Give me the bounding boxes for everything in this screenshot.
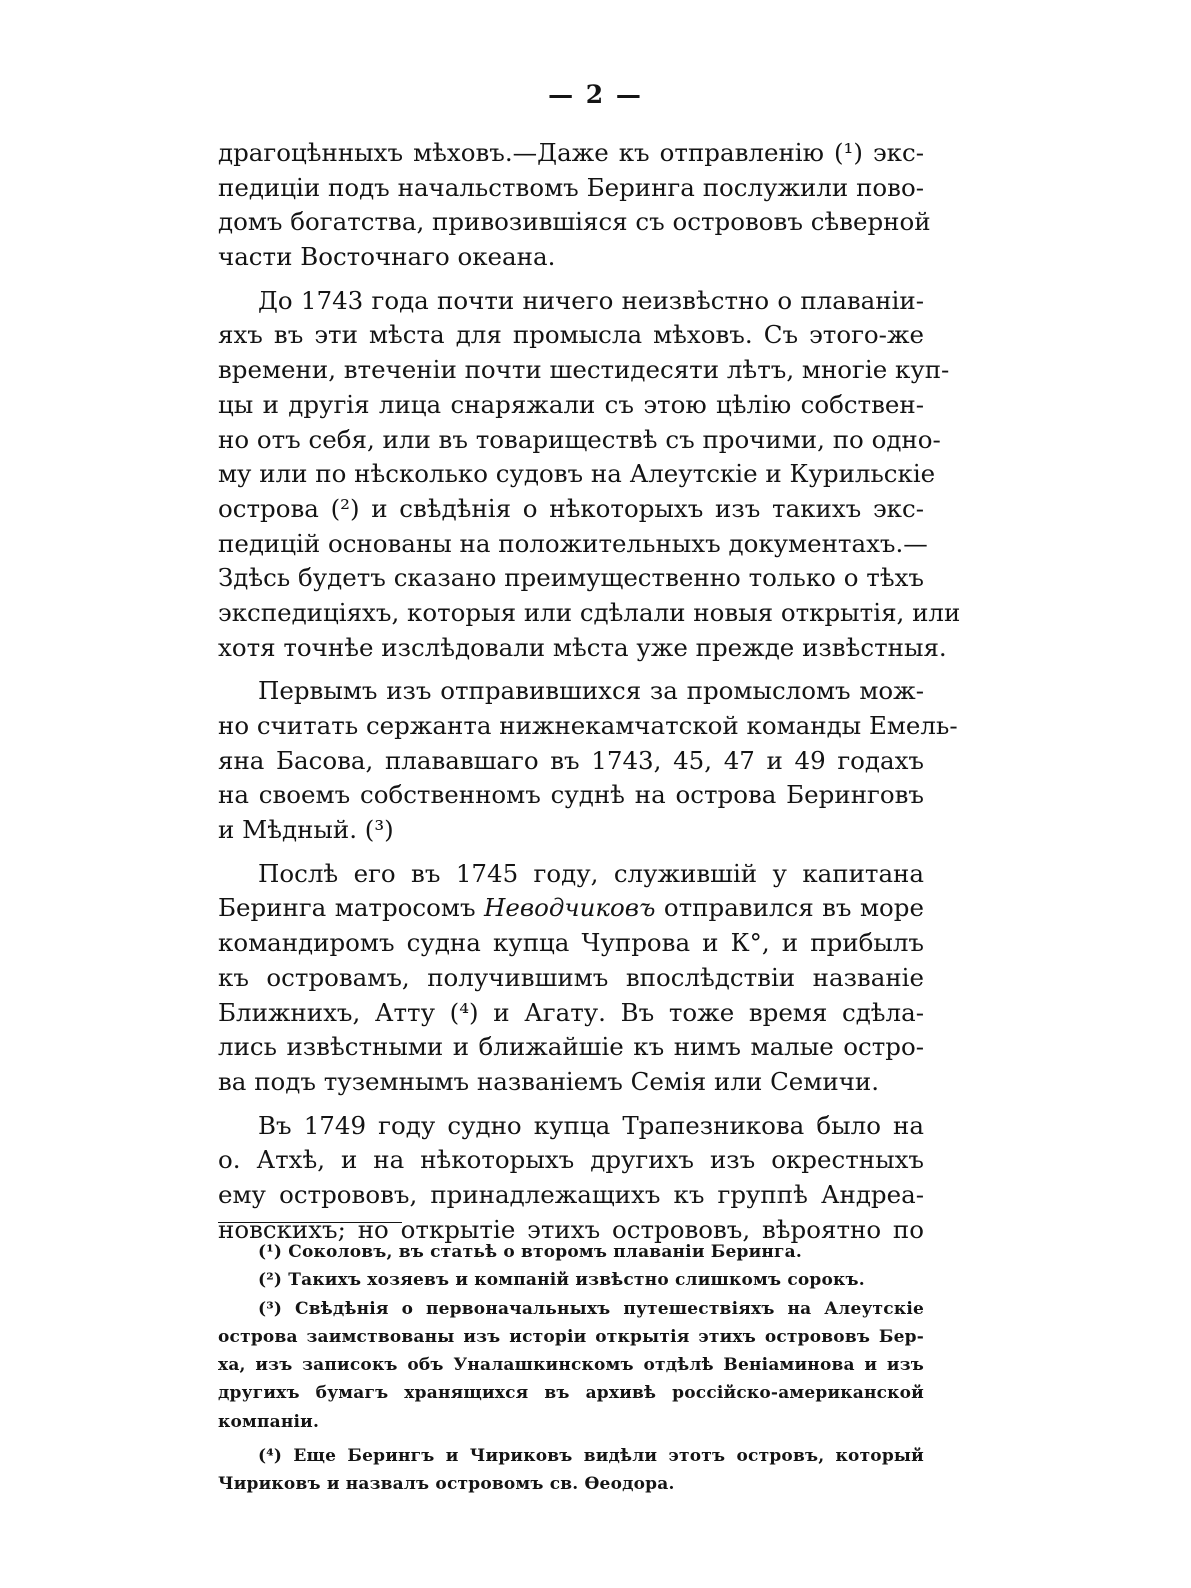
- text-line: времени, втеченіи почти шестидесяти лѣтъ, многіе куп-: [218, 355, 950, 385]
- paragraph-1: [218, 136, 931, 275]
- text-line: драгоцѣнныхъ мѣховъ.—Даже къ отправленію (¹) экс-: [218, 138, 924, 167]
- footnote-2: [218, 1266, 924, 1294]
- footnote-line: ха, изъ записокъ объ Уналашкинскомъ отдѣлѣ Веніаминова и изъ: [218, 1355, 924, 1376]
- main-text: [218, 136, 961, 1247]
- text-line: домъ богатства, привозившіяся съ острововъ сѣверной: [218, 207, 931, 237]
- text-line: и Мѣдный. (³): [218, 815, 394, 845]
- text-line: острова (²) и свѣдѣнія о нѣкоторыхъ изъ такихъ экс-: [218, 493, 924, 523]
- text-line: хотя точнѣе изслѣдовали мѣста уже прежде извѣстныя.: [218, 632, 947, 662]
- text-line: лись извѣстными и ближайшіе къ нимъ малые остро-: [218, 1032, 924, 1062]
- footnote-line: Чириковъ и назвалъ островомъ св. Ѳеодора.: [218, 1474, 675, 1495]
- paragraph-5: [218, 1109, 924, 1248]
- text-line: цы и другія лица снаряжали съ этою цѣлію собствен-: [218, 389, 924, 419]
- footnote-line: острова заимствованы изъ исторіи открытія этихъ острововъ Бер-: [218, 1326, 924, 1347]
- text-line: му или по нѣсколько судовъ на Алеутскіе и Курильскіе: [218, 459, 936, 489]
- text-line: но считать сержанта нижнекамчатской команды Емель-: [218, 711, 958, 740]
- footnote-4: [218, 1442, 924, 1499]
- paragraph-4: [218, 857, 924, 1100]
- text-line: Здѣсь будетъ сказано преимущественно только о тѣхъ: [218, 563, 924, 593]
- text-line: педиціи подъ начальствомъ Беринга послужили пово-: [218, 172, 924, 202]
- text-line: яна Басова, плававшаго въ 1743, 45, 47 и 49 годахъ: [218, 745, 924, 775]
- footnote-3: [218, 1295, 924, 1436]
- text-line: части Восточнаго океана.: [218, 242, 556, 272]
- text-line: Ближнихъ, Атту (⁴) и Агату. Въ тоже время сдѣла-: [218, 997, 924, 1027]
- text-line: ва подъ туземнымъ названіемъ Семія или Семичи.: [218, 1066, 880, 1096]
- footnotes: [218, 1238, 924, 1499]
- text-line: новскихъ; но открытіе этихъ острововъ, вѣроятно по: [218, 1214, 924, 1244]
- text-line: Послѣ его въ 1745 году, служившій у капитана: [258, 858, 924, 888]
- footnote-line: (⁴) Еще Берингъ и Чириковъ видѣли этотъ островъ, который: [258, 1446, 924, 1467]
- footnote-line: компаніи.: [218, 1411, 320, 1432]
- text-line: но отъ себя, или въ товариществѣ съ прочими, по одно-: [218, 424, 941, 454]
- text-line: До 1743 года почти ничего неизвѣстно о плаваніи-: [258, 285, 924, 315]
- page-number: — 2 —: [548, 80, 643, 109]
- text-line: Первымъ изъ отправившихся за промысломъ мож-: [258, 676, 924, 706]
- text-line: командиромъ судна купца Чупрова и К°, и прибылъ: [218, 928, 924, 958]
- italic-name: Неводчиковъ: [484, 893, 656, 923]
- text-fragment: отправился въ море: [655, 893, 924, 923]
- paragraph-3: [218, 674, 958, 847]
- footnote-line: (¹) Соколовъ, въ статьѣ о второмъ плаваніи Беринга.: [258, 1242, 802, 1262]
- paragraph-2: [218, 284, 961, 666]
- text-line: къ островамъ, получившимъ впослѣдствіи названіе: [218, 962, 924, 992]
- text-line: Въ 1749 году судно купца Трапезникова было на: [258, 1110, 924, 1140]
- text-line: [218, 891, 924, 926]
- text-line: экспедиціяхъ, которыя или сдѣлали новыя открытія, или: [218, 597, 961, 627]
- footnote-line: (³) Свѣдѣнія о первоначальныхъ путешествіяхъ на Алеутскіе: [258, 1298, 924, 1319]
- footnote-1: [218, 1238, 924, 1266]
- text-line: яхъ въ эти мѣста для промысла мѣховъ. Съ этого-же: [218, 320, 924, 350]
- text-fragment: Беринга матросомъ: [218, 893, 484, 923]
- text-line: педицій основаны на положительныхъ документахъ.—: [218, 528, 928, 558]
- text-line: о. Атхѣ, и на нѣкоторыхъ другихъ изъ окрестныхъ: [218, 1145, 924, 1175]
- text-line: на своемъ собственномъ суднѣ на острова Беринговъ: [218, 780, 924, 810]
- footnote-divider: [218, 1222, 402, 1223]
- footnote-line: другихъ бумагъ хранящихся въ архивѣ россійско-американской: [218, 1383, 924, 1404]
- text-line: ему острововъ, принадлежащихъ къ группѣ Андреа-: [218, 1179, 924, 1209]
- footnote-line: (²) Такихъ хозяевъ и компаній извѣстно слишкомъ сорокъ.: [258, 1270, 865, 1291]
